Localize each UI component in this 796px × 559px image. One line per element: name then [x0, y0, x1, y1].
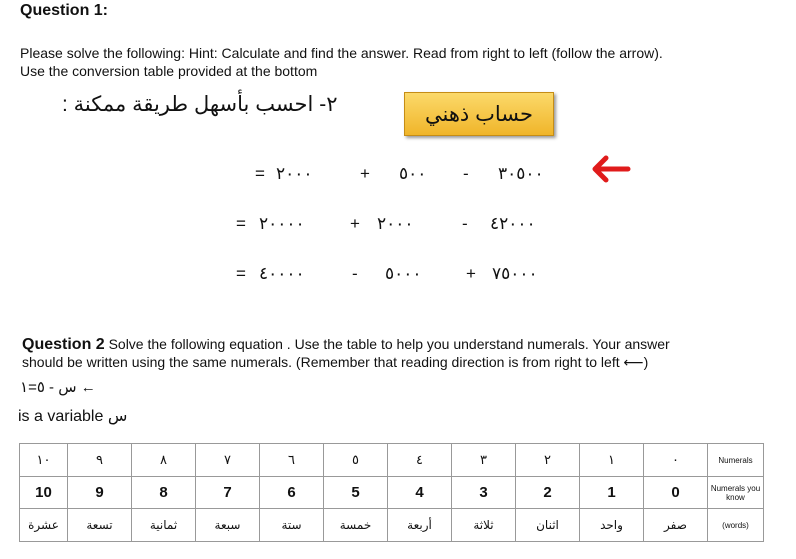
equals-sign: = — [236, 264, 246, 283]
table-cell: 8 — [132, 477, 196, 509]
equation-row-2 — [0, 214, 796, 238]
table-cell: عشرة — [20, 509, 68, 542]
equation-row-1 — [0, 164, 796, 188]
table-cell: ٤ — [388, 444, 452, 477]
table-cell: تسعة — [68, 509, 132, 542]
table-cell: ثمانية — [132, 509, 196, 542]
number-words-row — [20, 509, 764, 542]
q2-instructions-line1 — [22, 336, 670, 353]
mental-math-label: حساب ذهني — [425, 102, 533, 126]
operand-a: ٢٠٠٠٠ — [259, 214, 305, 233]
operator-1: + — [350, 214, 360, 233]
table-cell: ٥ — [324, 444, 388, 477]
table-cell: ٧ — [196, 444, 260, 477]
equals-sign: = — [255, 164, 265, 183]
table-cell: اثنان — [516, 509, 580, 542]
q2-instructions-text: Solve the following equation . Use the table to help you understand numerals. Your answer — [104, 336, 670, 352]
table-cell: 10 — [20, 477, 68, 509]
row-label-cell: Numerals — [708, 444, 764, 477]
row-label-cell: (words) — [708, 509, 764, 542]
operator-2: + — [466, 264, 476, 283]
table-cell: 7 — [196, 477, 260, 509]
operand-b: ٥٠٠٠ — [385, 264, 422, 283]
q1-instructions-line1: Please solve the following: Hint: Calculate and find the answer. Read from right to left (follow the arrow). — [20, 45, 663, 61]
equals-sign: = — [236, 214, 246, 233]
q1-instructions-line2: Use the conversion table provided at the bottom — [20, 63, 318, 79]
operand-c: ٧٥٠٠٠ — [492, 264, 538, 283]
table-cell: صفر — [644, 509, 708, 542]
operand-b: ٢٠٠٠ — [377, 214, 414, 233]
mental-math-box — [404, 92, 554, 136]
question-1-title: Question 1: — [20, 2, 109, 19]
table-cell: 9 — [68, 477, 132, 509]
table-cell: 1 — [580, 477, 644, 509]
equation-row-3 — [0, 264, 796, 288]
table-cell: ٩ — [68, 444, 132, 477]
operator-1: - — [352, 264, 358, 283]
question-2-title: Question 2 — [22, 336, 105, 353]
table-cell: 4 — [388, 477, 452, 509]
table-cell: أربعة — [388, 509, 452, 542]
operand-a: ٤٠٠٠٠ — [259, 264, 305, 283]
table-cell: خمسة — [324, 509, 388, 542]
table-cell: 5 — [324, 477, 388, 509]
table-cell: ستة — [260, 509, 324, 542]
table-cell: سبعة — [196, 509, 260, 542]
table-cell: 0 — [644, 477, 708, 509]
table-cell: ٠ — [644, 444, 708, 477]
table-cell: ١ — [580, 444, 644, 477]
operator-2: - — [462, 214, 468, 233]
table-cell: ٢ — [516, 444, 580, 477]
table-cell: ثلاثة — [452, 509, 516, 542]
q2-instructions-line2: should be written using the same numerals. (Remember that reading direction is from right to left ⟵) — [22, 354, 649, 370]
operand-c: ٤٢٠٠٠ — [490, 214, 536, 233]
arabic-numerals-row — [20, 444, 764, 477]
operand-a: ٢٠٠٠ — [276, 164, 313, 183]
variable-note: is a variable س — [18, 408, 128, 425]
table-cell: واحد — [580, 509, 644, 542]
row-label-cell: Numerals you know — [708, 477, 764, 509]
operand-b: ٥٠٠ — [399, 164, 427, 183]
operand-c: ٣٠٥٠٠ — [498, 164, 544, 183]
numerals-table — [19, 443, 764, 542]
table-cell: ٦ — [260, 444, 324, 477]
operator-2: - — [463, 164, 469, 183]
known-numerals-row — [20, 477, 764, 509]
table-cell: 2 — [516, 477, 580, 509]
table-cell: 6 — [260, 477, 324, 509]
operator-1: + — [360, 164, 370, 183]
table-cell: 3 — [452, 477, 516, 509]
table-cell: ١٠ — [20, 444, 68, 477]
table-cell: ٨ — [132, 444, 196, 477]
q2-equation: ← س - ٥=١ — [20, 379, 96, 396]
arabic-prompt: ٢- احسب بأسهل طريقة ممكنة : — [62, 93, 338, 116]
table-cell: ٣ — [452, 444, 516, 477]
left-arrow-icon — [588, 152, 632, 184]
